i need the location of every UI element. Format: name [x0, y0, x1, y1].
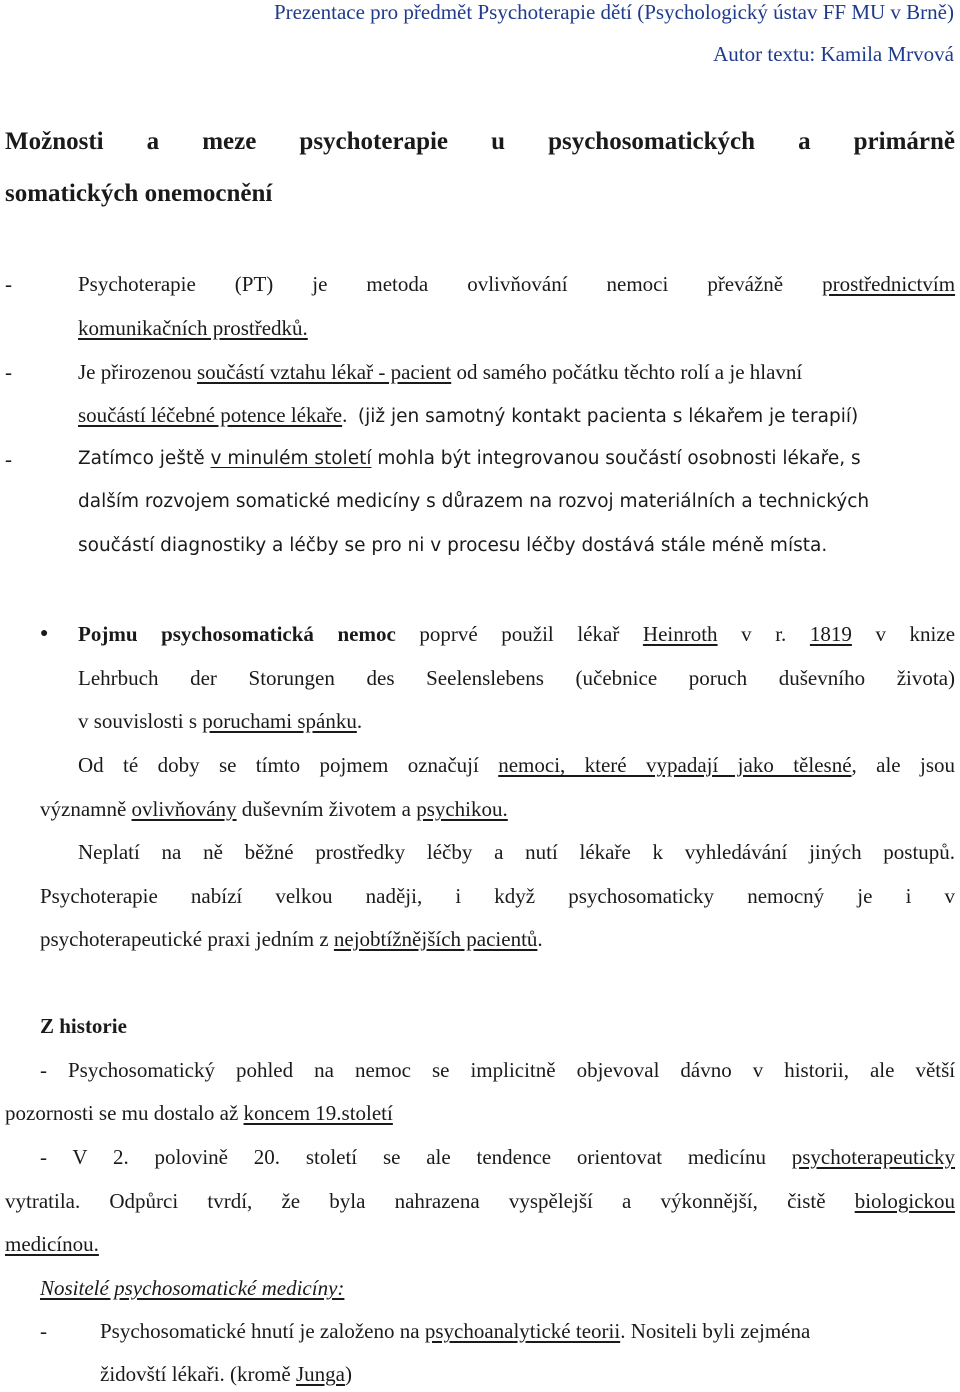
history-heading: Z historie: [40, 1014, 127, 1038]
carriers-line-1: Psychosomatické hnutí je založeno na psychoanalytické teorii. Nositeli byli zejména: [100, 1319, 811, 1343]
bullet-line-3: v souvislosti s poruchami spánku.: [78, 709, 363, 733]
bullet-line-1: Pojmu psychosomatická nemoc poprvé použil lékař Heinroth v r. 1819 v knize: [78, 622, 956, 646]
intro-paragraph-2-line-2: součástí léčebné potence lékaře. (již jen samotný kontakt pacienta s lékařem je terapií): [78, 403, 859, 427]
bullet-line-2: Lehrbuch der Storungen des Seelenslebens (učebnice poruch duševního života): [78, 666, 956, 690]
history-line-4: vytratila. Odpůrci tvrdí, že byla nahrazena vyspělejší a výkonnější, čistě biologickou: [5, 1189, 956, 1213]
intro-paragraph-1-line-1: Psychoterapie (PT) je metoda ovlivňování nemoci převážně prostřednictvím: [78, 272, 956, 296]
history-line-2: pozornosti se mu dostalo až koncem 19.století: [5, 1101, 393, 1125]
page-title-line-2: somatických onemocnění: [5, 180, 273, 207]
list-dash: -: [5, 447, 12, 471]
header-author-line: Autor textu: Kamila Mrvová: [713, 42, 954, 66]
intro-paragraph-3-line-1: Zatímco ještě v minulém století mohla být integrovanou součástí osobnosti lékaře, s: [78, 448, 861, 469]
list-dash: -: [5, 272, 12, 296]
page-title-line-1: Možnosti a meze psychoterapie u psychosomatických a primárně: [5, 128, 956, 155]
carriers-line-2: židovští lékaři. (kromě Junga): [100, 1362, 352, 1386]
header-course-line: Prezentace pro předmět Psychoterapie dětí (Psychologický ústav FF MU v Brně): [273, 0, 954, 24]
bullet-icon: ●: [40, 626, 49, 641]
list-dash: -: [5, 360, 12, 384]
bullet-paragraph-3-line-3: psychoterapeutické praxi jedním z nejobtížnějších pacientů.: [40, 927, 543, 951]
history-line-3: - V 2. polovině 20. století se ale tendence orientovat medicínu psychoterapeuticky: [40, 1145, 956, 1169]
bullet-paragraph-3-line-1: Neplatí na ně běžné prostředky léčby a nutí lékaře k vyhledávání jiných postupů.: [78, 840, 956, 864]
intro-paragraph-2-line-1: Je přirozenou součástí vztahu lékař - pacient od samého počátku těchto rolí a je hlavní: [78, 360, 803, 384]
intro-paragraph-3-line-2: dalším rozvojem somatické medicíny s důrazem na rozvoj materiálních a technických: [78, 491, 870, 512]
bullet-paragraph-3-line-2: Psychoterapie nabízí velkou naději, i když psychosomaticky nemocný je i v: [40, 884, 956, 908]
bullet-paragraph-2-line-2: významně ovlivňovány duševním životem a psychikou.: [40, 797, 508, 821]
carriers-heading: Nositelé psychosomatické medicíny:: [40, 1276, 345, 1300]
history-line-1: - Psychosomatický pohled na nemoc se implicitně objevoval dávno v historii, ale větší: [40, 1058, 956, 1082]
list-dash: -: [40, 1319, 47, 1343]
bullet-paragraph-2-line-1: Od té doby se tímto pojmem označují nemoci, které vypadají jako tělesné, ale jsou: [78, 753, 955, 777]
intro-paragraph-3-line-3: součástí diagnostiky a léčby se pro ni v procesu léčby dostává stále méně místa.: [78, 535, 828, 556]
history-line-5: medicínou.: [5, 1232, 99, 1256]
intro-paragraph-1-line-2: komunikačních prostředků.: [78, 316, 308, 340]
